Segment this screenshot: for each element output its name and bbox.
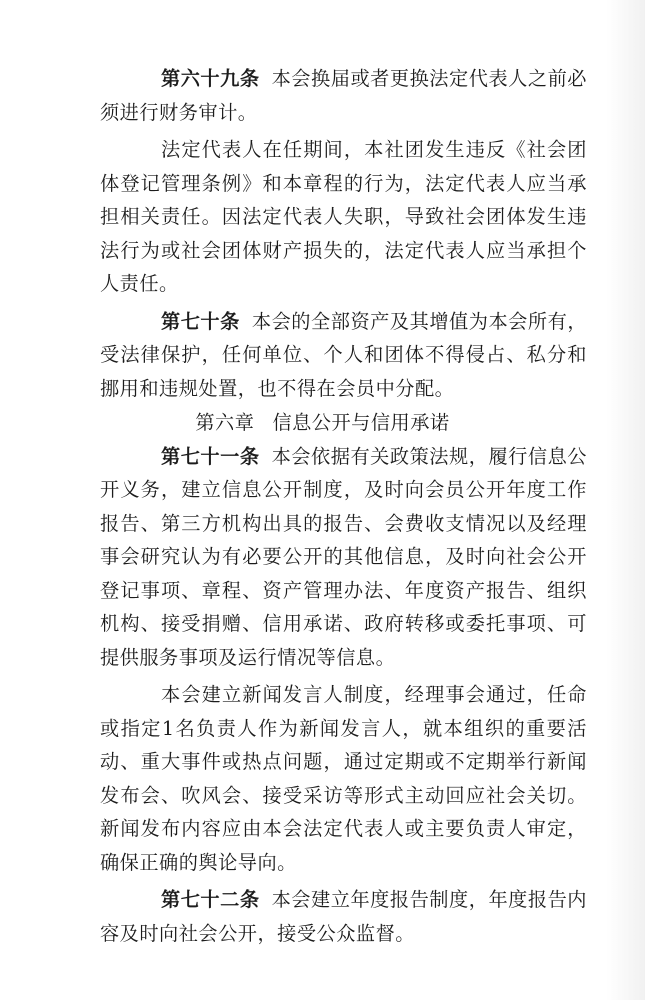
article-69-text: 本会换届或者更换法定代表人之前必须进行财务审计。	[100, 67, 587, 124]
article-71-label: 第七十一条	[161, 444, 260, 468]
article-71-paragraph-2: 本会建立新闻发言人制度，经理事会通过，任命或指定1名负责人作为新闻发言人，就本组织的重要活动、重大事件或热点问题，通过定期或不定期举行新闻发布会、吹风会、接受采访等形式主动回应社会关切。新闻发布内容应由本会法定代表人或主要负责人审定，确保正确的舆论导向。	[100, 683, 587, 874]
article-70-text: 本会的全部资产及其增值为本会所有，受法律保护，任何单位、个人和团体不得侵占、私分和挪用和违规处置，也不得在会员中分配。	[100, 309, 588, 400]
article-69-paragraph	[0, 62, 645, 129]
article-71-paragraph	[0, 440, 645, 675]
chapter-title: 信息公开与信用承诺	[272, 411, 450, 434]
article-72-paragraph	[0, 883, 645, 950]
article-69-label: 第六十九条	[161, 67, 260, 90]
article-70-paragraph	[0, 305, 645, 406]
article-70-label: 第七十条	[161, 309, 240, 333]
article-69-paragraph-2: 法定代表人在任期间，本社团发生违反《社会团体登记管理条例》和本章程的行为，法定代表人应当承担相关责任。因法定代表人失职，导致社会团体发生违法行为或社会团体财产损失的，法定代表人应当承担个人责任。	[100, 138, 587, 295]
chapter-number: 第六章	[195, 411, 255, 434]
chapter-heading	[0, 406, 645, 440]
article-72-text: 本会建立年度报告制度，年度报告内容及时向社会公开，接受公众监督。	[100, 888, 587, 945]
article-71-text: 本会依据有关政策法规，履行信息公开义务，建立信息公开制度，及时向会员公开年度工作报告、第三方机构出具的报告、会费收支情况以及经理事会研究认为有必要公开的其他信息，及时向社会公开登记事项、章程、资产管理办法、年度资产报告、组织机构、接受捐赠、信用承诺、政府转移或委托事项、可提供服务事项及运行情况等信息。	[100, 444, 587, 669]
article-72-label: 第七十二条	[161, 888, 260, 911]
